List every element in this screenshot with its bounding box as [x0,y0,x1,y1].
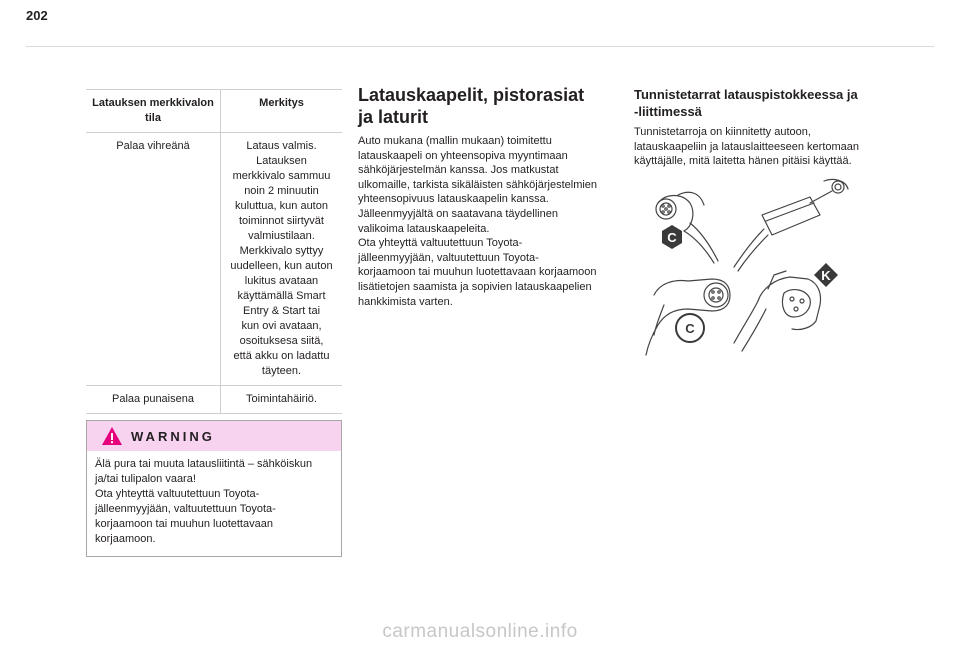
warning-title: WARNING [131,428,215,444]
section-title-line: -liittimessä [634,104,702,119]
badge-label: C [667,230,677,245]
section-title-line: Latauskaapelit, pistorasiat [358,85,585,105]
meaning-line: Latauksen [256,155,307,167]
table-row [86,133,342,386]
socket-plug-drawing [734,271,821,351]
section-title [634,86,894,120]
body-line: korjaamoon tai muuhun luotettavaan korjaamoon [358,266,597,279]
warning-text [87,451,341,553]
warning-line: Ota yhteyttä valtuutettuun Toyota- [95,488,260,500]
meaning-line: Merkkivalo syttyy [239,245,324,257]
table-row [86,386,342,414]
section-title-line: Tunnistetarrat latauspistokkeessa ja [634,87,858,102]
badge-c-circle [676,314,704,342]
body-line: jälleenmyyjään, valtuutettuun Toyota- [358,251,539,264]
watermark: carmanualsonline.info [382,621,578,642]
meaning-line: osoituksesa siitä, [239,335,324,347]
meaning-line: toiminnot siirtyvät [239,215,324,227]
section-title-line: ja laturit [358,107,429,127]
meaning-line: täyteen. [261,365,302,377]
charging-indicator-table [86,89,342,414]
badge-k-diamond [814,263,838,287]
body-line: Tunnistetarroja on kiinnitetty autoon, [634,126,811,138]
page-number: 202 [26,8,48,23]
table-header-state: Latauksen merkkivalon tila [86,90,221,133]
meaning-line: Toimintahäiriö. [246,393,317,405]
body-line: hankkimista varten. [358,295,453,308]
meaning-line: kun ovi avataan, [241,320,322,332]
warning-header [87,421,341,451]
charging-plug-label-illustration [634,175,884,360]
body-line: käyttäjälle, mitä laitetta hänen pitäisi käyttää. [634,155,852,168]
body-line: Ota yhteyttä valtuutettuun Toyota- [358,237,523,250]
warning-line: korjaamoon. [95,533,156,545]
charging-cable-drawing [734,179,848,271]
meaning-line: Entry & Start tai [242,305,321,317]
warning-line: ja/tai tulipalon vaara! [95,473,196,485]
body-line: yhteensopivuus latauskaapelin kanssa. [358,193,549,206]
badge-label: K [821,268,831,283]
section-body [634,125,894,169]
section-charging-cables [358,84,620,309]
table-cell-state: Palaa punaisena [86,386,221,414]
section-body [358,134,620,309]
table-cell-meaning [221,386,343,414]
section-identification-labels [634,86,894,169]
meaning-line: uudelleen, kun auton [230,260,333,272]
meaning-line: lukitus avataan [244,275,319,287]
meaning-line: Lataus valmis. [246,140,317,152]
body-line: Jälleenmyyjältä on saatavana täydellinen [358,207,558,220]
meaning-line: kuluttua, kun auton [235,200,328,212]
table-header-row [86,90,342,133]
section-title [358,84,620,128]
badge-label: C [685,321,695,336]
body-line: ulkomaille, tarkista sikäläisten sähköjärjestelmien [358,178,598,191]
vehicle-inlet-drawing [656,192,718,263]
warning-line: korjaamoon tai muuhun luotettavaan [95,518,273,530]
warning-box [86,420,342,557]
warning-line: Älä pura tai muuta latausliitintä – sähköiskun [95,458,313,470]
body-line: lisätietojen saamista ja sopivien latauskaapelien [358,280,592,293]
table-header-meaning: Merkitys [221,90,343,133]
warning-line: jälleenmyyjään, valtuutettuun Toyota- [95,503,276,515]
meaning-line: että akku on ladattu [233,350,330,362]
table-cell-state: Palaa vihreänä [86,133,221,386]
body-line: valikoima latauskaapeleita. [358,222,490,235]
meaning-line: käyttämällä Smart [237,290,326,302]
table-cell-meaning [221,133,343,386]
meaning-line: noin 2 minuutin [244,185,319,197]
body-line: latauskaapeliin ja latauslaitteeseen kertomaan [634,140,860,153]
top-rule [26,46,934,47]
body-line: latauskaapeli on yhteensopiva myyntimaan [358,149,568,162]
warning-triangle-icon [101,426,123,446]
meaning-line: merkkivalo sammuu [232,170,331,182]
body-line: sähköjärjestelmän kanssa. Jos matkustat [358,164,559,177]
badge-c-hexagon [662,225,682,249]
meaning-line: valmiustilaan. [248,230,315,242]
body-line: Auto mukana (mallin mukaan) toimitettu [358,135,552,147]
